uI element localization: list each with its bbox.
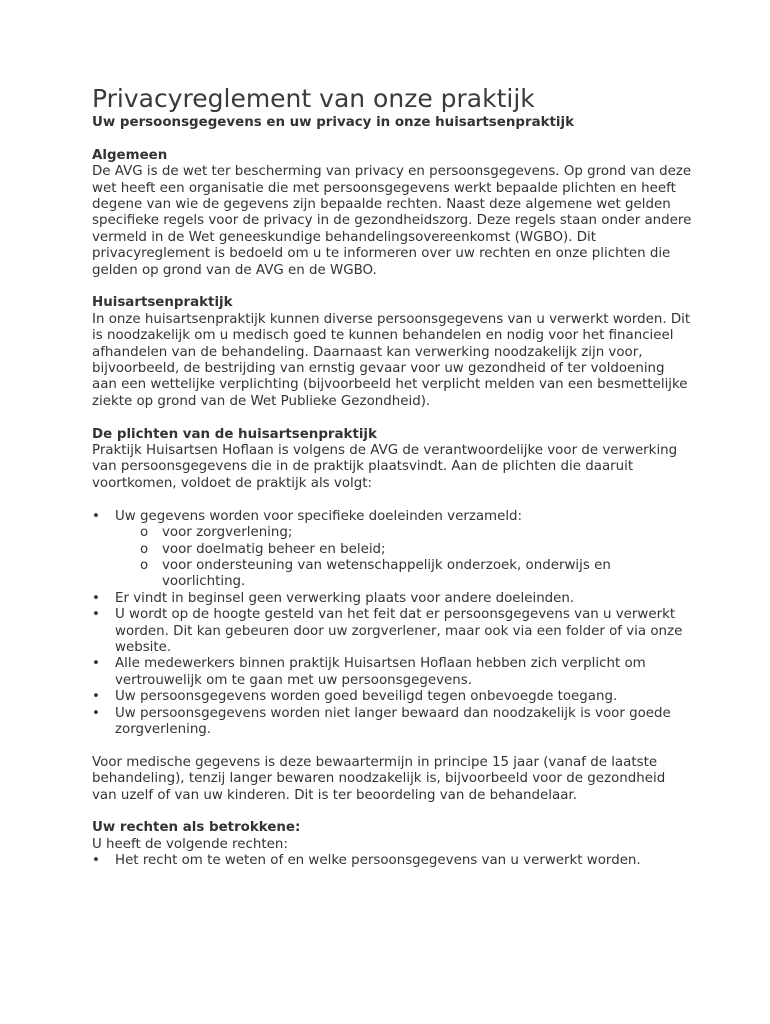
section-heading-huisartsenpraktijk: Huisartsenpraktijk bbox=[92, 295, 233, 311]
sub-list-item bbox=[140, 542, 692, 558]
list-item bbox=[92, 706, 692, 739]
section-body-huisartsenpraktijk: In onze huisartsenpraktijk kunnen diverse persoonsgegevens van u verwerkt worden. Dit is noodzakelijk om u medisch goed te kunnen behandelen en nodig voor het financieel afhandelen van de behandeling. Daarnaast kan verwerking noodzakelijk zijn voor, bijvoorbeeld, de bestrijding van ernstig gevaar voor uw gezondheid of ter voldoening aan een wettelijke verplichting (bijvoorbeeld het verplicht melden van een besmettelijke ziekte op grond van de Wet Publieke Gezondheid). bbox=[92, 311, 691, 409]
section-heading-plichten: De plichten van de huisartsenpraktijk bbox=[92, 426, 377, 442]
section-body-algemeen: De AVG is de wet ter bescherming van privacy en persoonsgegevens. Op grond van deze wet heeft een organisatie die met persoonsgegevens werkt bepaalde plichten en heeft degene van wie de gegevens zijn bepaalde rechten. Naast deze algemene wet gelden specifieke regels voor de privacy in de gezondheidszorg. Deze regels staan onder andere vermeld in de Wet geneeskundige behandelingsovereenkomst (WGBO). Dit privacyreglement is bedoeld om u te informeren over uw rechten en onze plichten die gelden op grond van de AVG en de WGBO. bbox=[92, 164, 692, 278]
list-item-text: U wordt op de hoogte gesteld van het feit dat er persoonsgegevens van u verwerkt worden. Dit kan gebeuren door uw zorgverlener, maar ook via een folder of via onze website. bbox=[115, 607, 683, 655]
list-item bbox=[92, 689, 692, 705]
sub-bullet-marker: o bbox=[140, 541, 149, 557]
section-intro-plichten: Praktijk Huisartsen Hoflaan is volgens de AVG de verantwoordelijke voor de verwerking van persoonsgegevens die in de praktijk plaatsvindt. Aan de plichten die daaruit voortkomen, voldoet de praktijk als volgt: bbox=[92, 443, 678, 491]
spacer bbox=[92, 279, 692, 295]
document-content bbox=[92, 84, 692, 870]
list-item-text: Er vindt in beginsel geen verwerking plaats voor andere doeleinden. bbox=[115, 590, 575, 606]
list-item-text: Uw persoonsgegevens worden goed beveiligd tegen onbevoegde toegang. bbox=[115, 689, 618, 705]
sub-bullet-marker: o bbox=[140, 525, 149, 541]
bullet-marker: • bbox=[92, 656, 100, 672]
spacer bbox=[92, 738, 692, 754]
section-heading-rechten: Uw rechten als betrokkene: bbox=[92, 820, 301, 836]
list-item bbox=[92, 509, 692, 591]
section-heading-algemeen: Algemeen bbox=[92, 147, 168, 163]
page-title: Privacyreglement van onze praktijk bbox=[92, 84, 535, 113]
spacer bbox=[92, 804, 692, 820]
list-item-text: Uw persoonsgegevens worden niet langer bewaard dan noodzakelijk is voor goede zorgverlening. bbox=[115, 705, 671, 737]
bullet-marker: • bbox=[92, 689, 100, 705]
list-item bbox=[92, 591, 692, 607]
sub-list-item-text: voor doelmatig beheer en beleid; bbox=[162, 541, 386, 557]
bullet-marker: • bbox=[92, 705, 100, 721]
bullet-marker: • bbox=[92, 590, 100, 606]
rechten-bullet-list bbox=[92, 853, 692, 869]
sub-list-item-text: voor ondersteuning van wetenschappelijk onderzoek, onderwijs en voorlichting. bbox=[162, 557, 611, 590]
section-intro-rechten: U heeft de volgende rechten: bbox=[92, 836, 288, 852]
sub-list-item bbox=[140, 558, 692, 591]
list-item-text: Het recht om te weten of en welke persoonsgegevens van u verwerkt worden. bbox=[115, 853, 641, 869]
list-item bbox=[92, 607, 692, 656]
list-item bbox=[92, 656, 692, 689]
plichten-bullet-list bbox=[92, 509, 692, 739]
page-subtitle: Uw persoonsgegevens en uw privacy in onze huisartsenpraktijk bbox=[92, 115, 574, 130]
spacer bbox=[92, 131, 692, 147]
bullet-marker: • bbox=[92, 607, 100, 623]
list-item-text: Alle medewerkers binnen praktijk Huisartsen Hoflaan hebben zich verplicht om vertrouwelijk om te gaan met uw persoonsgegevens. bbox=[115, 656, 646, 688]
bullet-marker: • bbox=[92, 508, 100, 524]
doeleinden-sub-list bbox=[115, 525, 692, 591]
list-item-text: Uw gegevens worden voor specifieke doeleinden verzameld: bbox=[115, 508, 523, 524]
list-item bbox=[92, 853, 692, 869]
bullet-marker: • bbox=[92, 853, 100, 869]
spacer bbox=[92, 492, 692, 508]
sub-list-item bbox=[140, 525, 692, 541]
sub-list-item-text: voor zorgverlening; bbox=[162, 525, 293, 541]
sub-bullet-marker: o bbox=[140, 557, 149, 573]
bewaartermijn-paragraph: Voor medische gegevens is deze bewaartermijn in principe 15 jaar (vanaf de laatste behandeling), tenzij langer bewaren noodzakelijk is, bijvoorbeeld voor de gezondheid van uzelf of van uw kinderen. Dit is ter beoordeling van de behandelaar. bbox=[92, 754, 666, 803]
spacer bbox=[92, 410, 692, 426]
